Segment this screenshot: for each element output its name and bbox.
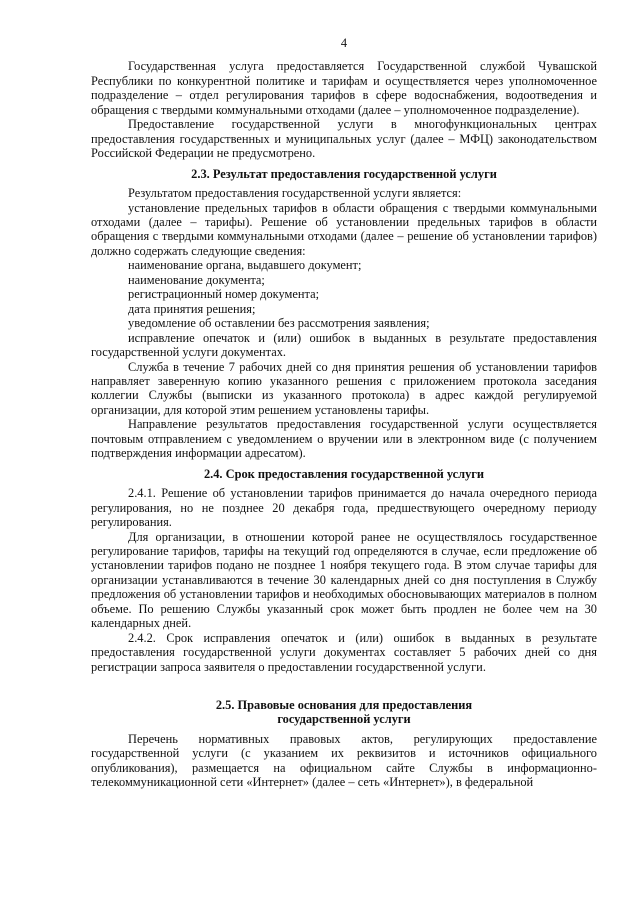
section-heading-line: 2.5. Правовые основания для предоставления [215,698,473,713]
paragraph: Государственная услуга предоставляется Государственной службой Чувашской Республики по конкурентной политике и тарифам и осуществляется через уполномоченное подразделение – отдел регулирования тарифов в сфере водоснабжения, водоотведения и обращения с твердыми коммунальными отходами (далее – уполномоченное подразделение). [91,59,597,117]
paragraph: регистрационный номер документа; [128,287,320,302]
paragraph: уведомление об оставлении без рассмотрения заявления; [128,316,430,331]
paragraph: Служба в течение 7 рабочих дней со дня принятия решения об установлении тарифов направляет заверенную копию указанного решения с приложением протокола заседания коллегии Службы (выписки из указанного протокола) в адрес каждой регулируемой организации, для которой этим решением установлены тарифы. [91,359,597,417]
paragraph: Предоставление государственной услуги в многофункциональных центрах предоставления государственных и муниципальных услуг (далее – МФЦ) законодательством Российской Федерации не предусмотрено. [91,117,597,161]
paragraph: установление предельных тарифов в области обращения с твердыми коммунальными отходами (далее – тарифы). Решение об установлении предельных тарифов в области обращения с твердыми коммунальными отходами (далее – решение об установлении тарифов) должно содержать следующие сведения: [91,200,597,258]
section-heading [91,167,597,181]
paragraph: Результатом предоставления государственной услуги является: [128,186,462,201]
paragraph: исправление опечаток и (или) ошибок в выданных в результате предоставления государственной услуги документах. [91,330,597,360]
paragraph: Перечень нормативных правовых актов, регулирующих предоставление государственной услуги (с указанием их реквизитов и источников официального опубликования), размещается на официальном сайте Службы в информационно-телекоммуникационной сети «Интернет» (далее – сеть «Интернет»), в федеральной [91,731,597,790]
document-body [91,59,597,789]
section-heading [91,698,597,727]
document-page [91,36,597,790]
paragraph: 2.4.2. Срок исправления опечаток и (или) ошибок в выданных в результате предоставления государственной услуги документах составляет 5 рабочих дней со дня регистрации запроса заявителя о предоставлении государственной услуги. [91,630,597,674]
paragraph: Направление результатов предоставления государственной услуги осуществляется почтовым отправлением с уведомлением о вручении или в электронном виде (с получением подтверждения информации адресатом). [91,417,597,461]
paragraph: 2.4.1. Решение об установлении тарифов принимается до начала очередного периода регулирования, но не позднее 20 декабря года, предшествующего очередному периоду регулирования. [91,486,597,530]
section-heading [91,467,597,481]
paragraph: наименование документа; [128,272,265,287]
section-heading-line: 2.3. Результат предоставления государственной услуги [191,166,497,181]
section-heading-line: государственной услуги [277,712,411,727]
page-number: 4 [340,36,348,50]
section-heading-line: 2.4. Срок предоставления государственной услуги [203,466,485,481]
paragraph: наименование органа, выдавшего документ; [128,258,362,273]
paragraph: дата принятия решения; [128,301,256,316]
paragraph: Для организации, в отношении которой ранее не осуществлялось государственное регулирование тарифов, тарифы на текущий год определяются в случае, если предложение об установлении тарифов подано не позднее 1 ноября текущего года. В этом случае тарифы для организации устанавливаются в течение 30 календарных дней со дня поступления в Службу предложения об установлении тарифов и необходимых обосновывающих материалов в полном объеме. По решению Службы указанный срок может быть продлен не более чем на 30 календарных дней. [91,529,597,631]
